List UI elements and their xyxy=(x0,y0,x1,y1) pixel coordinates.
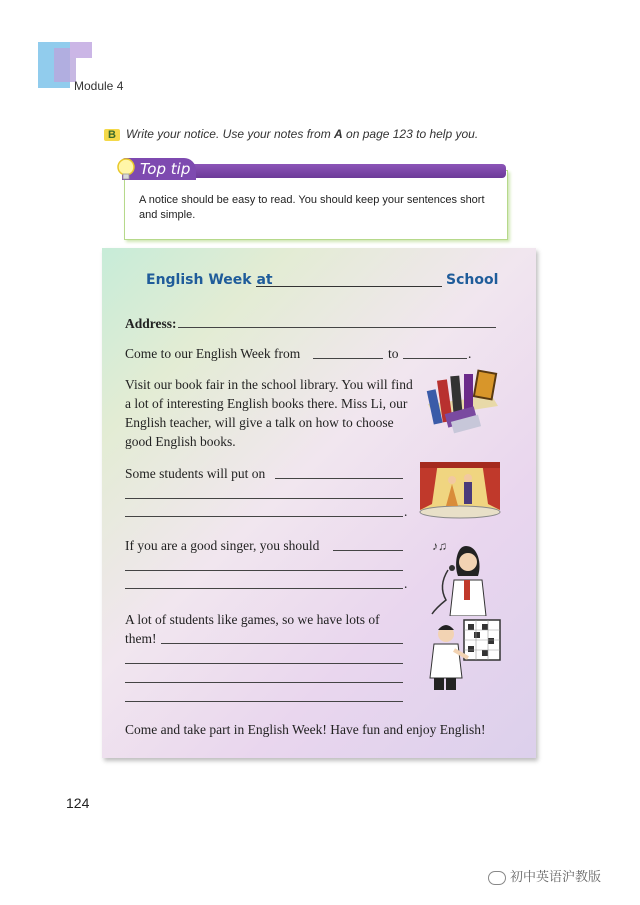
notice-title-suffix: School xyxy=(446,272,499,288)
address-label: Address: xyxy=(125,316,177,331)
week-from-blank[interactable] xyxy=(313,358,383,359)
week-from-text: Come to our English Week from xyxy=(125,346,301,361)
crossword-boy-illustration xyxy=(424,618,504,690)
tip-text: A notice should be easy to read. You should keep your sentences short and simple. xyxy=(139,194,485,221)
school-name-blank[interactable] xyxy=(256,286,442,287)
lightbulb-icon xyxy=(116,158,136,182)
instruction xyxy=(104,127,478,141)
tip-title: Top tip xyxy=(140,160,191,178)
module-label: Module 4 xyxy=(74,79,124,93)
notice-worksheet: English Week at School Address: Come to our English Week from to . Visit our book fair in the school library. You will find a lot of interesting English books there. Miss Li, our English teacher, will give a talk on how to choose good English books. Some students will put on . If you are a good singer, you should . ♪♫ A lot of students like games, so we have lots of them! Come and take part in English Week! Have fun and enjoy English! xyxy=(102,248,536,758)
singer-illustration xyxy=(428,536,500,616)
put-on-blank-2[interactable] xyxy=(125,498,403,499)
week-to-text: to xyxy=(388,346,399,361)
section-badge: B xyxy=(104,129,120,141)
games-blank-4[interactable] xyxy=(125,701,403,702)
address-blank[interactable] xyxy=(178,327,496,328)
books-illustration xyxy=(422,366,502,438)
week-to-blank[interactable] xyxy=(403,358,467,359)
stage-play-illustration xyxy=(418,460,502,520)
games-them-text: them! xyxy=(125,631,157,646)
put-on-blank-3[interactable] xyxy=(125,516,403,517)
games-blank-2[interactable] xyxy=(125,663,403,664)
instruction-ref: A xyxy=(334,127,343,141)
put-on-text: Some students will put on xyxy=(125,466,266,481)
singer-blank-2[interactable] xyxy=(125,570,403,571)
singer-blank-3[interactable] xyxy=(125,588,403,589)
book-fair-text: Visit our book fair in the school library. You will find a lot of interesting English books there. Miss Li, our English teacher, will give a talk on how to choose good English books. xyxy=(125,377,413,449)
top-tip-header xyxy=(110,158,508,182)
instruction-text-pre: Write your notice. Use your notes from xyxy=(125,127,335,141)
page-number: 124 xyxy=(66,795,90,811)
closing-text: Come and take part in English Week! Have fun and enjoy English! xyxy=(125,722,486,737)
games-blank-1[interactable] xyxy=(161,643,403,644)
games-blank-3[interactable] xyxy=(125,682,403,683)
svg-text:♪♫: ♪♫ xyxy=(432,539,447,553)
notice-title-prefix: English Week at xyxy=(146,272,273,288)
watermark-text: 初中英语沪教版 xyxy=(510,869,602,884)
watermark xyxy=(488,866,601,885)
instruction-text-post: on page 123 to help you. xyxy=(342,127,479,141)
singer-text: If you are a good singer, you should xyxy=(125,538,320,553)
singer-blank-1[interactable] xyxy=(333,550,403,551)
wechat-icon xyxy=(488,871,506,885)
put-on-blank-1[interactable] xyxy=(275,478,403,479)
games-text: A lot of students like games, so we have lots of xyxy=(125,612,380,627)
